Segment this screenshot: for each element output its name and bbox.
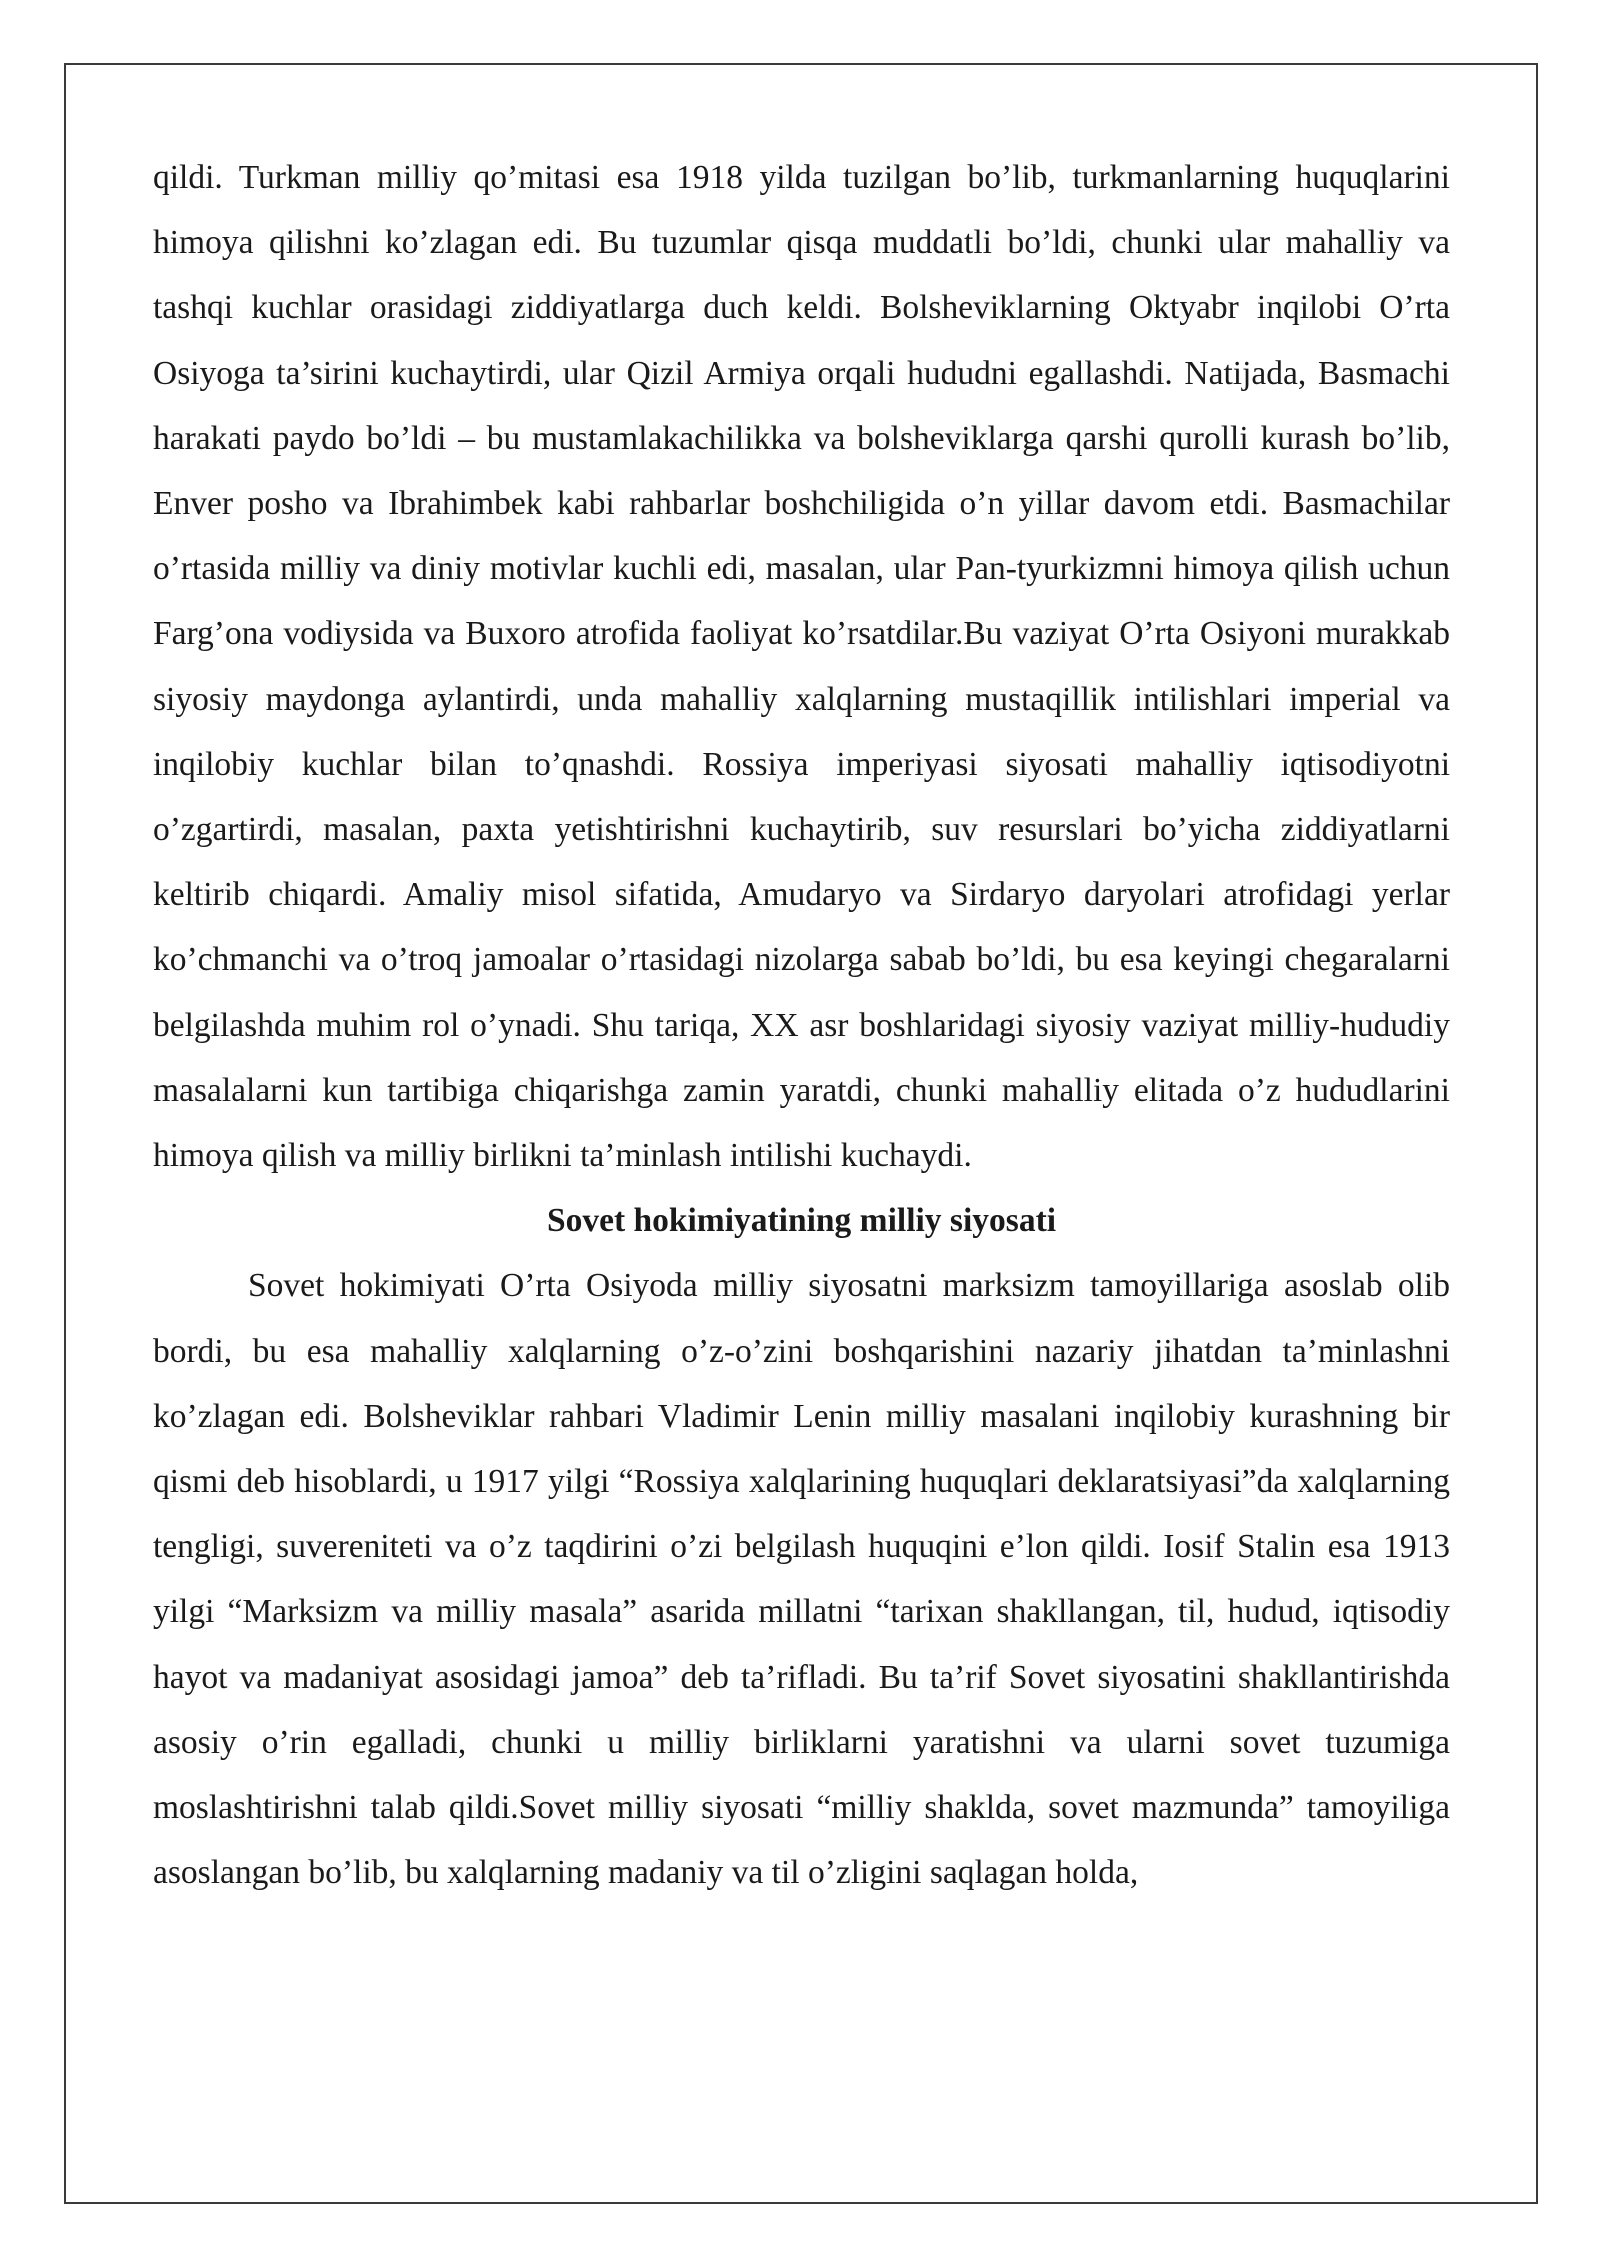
document-body [153,145,1450,1905]
section-heading: Sovet hokimiyatining milliy siyosati [546,1202,1057,1240]
body-paragraph: qildi. Turkman milliy qo’mitasi esa 1918 yilda tuzilgan bo’lib, turkmanlarning huquqlarini himoya qilishni ko’zlagan edi. Bu tuzumlar qisqa muddatli bo’ldi, chunki ular mahalliy va tashqi kuchlar orasidagi ziddiyatlarga duch keldi. Bolsheviklarning Oktyabr inqilobi O’rta Osiyoga ta’sirini kuchaytirdi, ular Qizil Armiya orqali hududni egallashdi. Natijada, Basmachi harakati paydo bo’ldi – bu mustamlakachilikka va bolsheviklarga qarshi qurolli kurash bo’lib, Enver posho va Ibrahimbek kabi rahbarlar boshchiligida o’n yillar davom etdi. Basmachilar o’rtasida milliy va diniy motivlar kuchli edi, masalan, ular Pan-tyurkizmni himoya qilish uchun Farg’ona vodiysida va Buxoro atrofida faoliyat ko’rsatdilar.Bu vaziyat O’rta Osiyoni murakkab siyosiy maydonga aylantirdi, unda mahalliy xalqlarning mustaqillik intilishlari imperial va inqilobiy kuchlar bilan to’qnashdi. Rossiya imperiyasi siyosati mahalliy iqtisodiyotni o’zgartirdi, masalan, paxta yetishtirishni kuchaytirib, suv resurslari bo’yicha ziddiyatlarni keltirib chiqardi. Amaliy misol sifatida, Amudaryo va Sirdaryo daryolari atrofidagi yerlar ko’chmanchi va o’troq jamoalar o’rtasidagi nizolarga sabab bo’ldi, bu esa keyingi chegaralarni belgilashda muhim rol o’ynadi. Shu tariqa, XX asr boshlaridagi siyosiy vaziyat milliy-hududiy masalalarni kun tartibiga chiqarishga zamin yaratdi, chunki mahalliy elitada o’z hududlarini himoya qilish va milliy birlikni ta’minlash intilishi kuchaydi. [153,159,1450,1175]
body-paragraph: Sovet hokimiyati O’rta Osiyoda milliy siyosatni marksizm tamoyillariga asoslab olib bordi, bu esa mahalliy xalqlarning o’z-o’zini boshqarishini nazariy jihatdan ta’minlashni ko’zlagan edi. Bolsheviklar rahbari Vladimir Lenin milliy masalani inqilobiy kurashning bir qismi deb hisoblardi, u 1917 yilgi “Rossiya xalqlarining huquqlari deklaratsiyasi”da xalqlarning tengligi, suvereniteti va o’z taqdirini o’zi belgilash huquqini e’lon qildi. Iosif Stalin esa 1913 yilgi “Marksizm va milliy masala” asarida millatni “tarixan shakllangan, til, hudud, iqtisodiy hayot va madaniyat asosidagi jamoa” deb ta’rifladi. Bu ta’rif Sovet siyosatini shakllantirishda asosiy o’rin egalladi, chunki u milliy birliklarni yaratishni va ularni sovet tuzumiga moslashtirishni talab qildi.Sovet milliy siyosati “milliy shaklda, sovet mazmunda” tamoyiliga asoslangan bo’lib, bu xalqlarning madaniy va til o’zligini saqlagan holda, [153,1267,1450,1892]
